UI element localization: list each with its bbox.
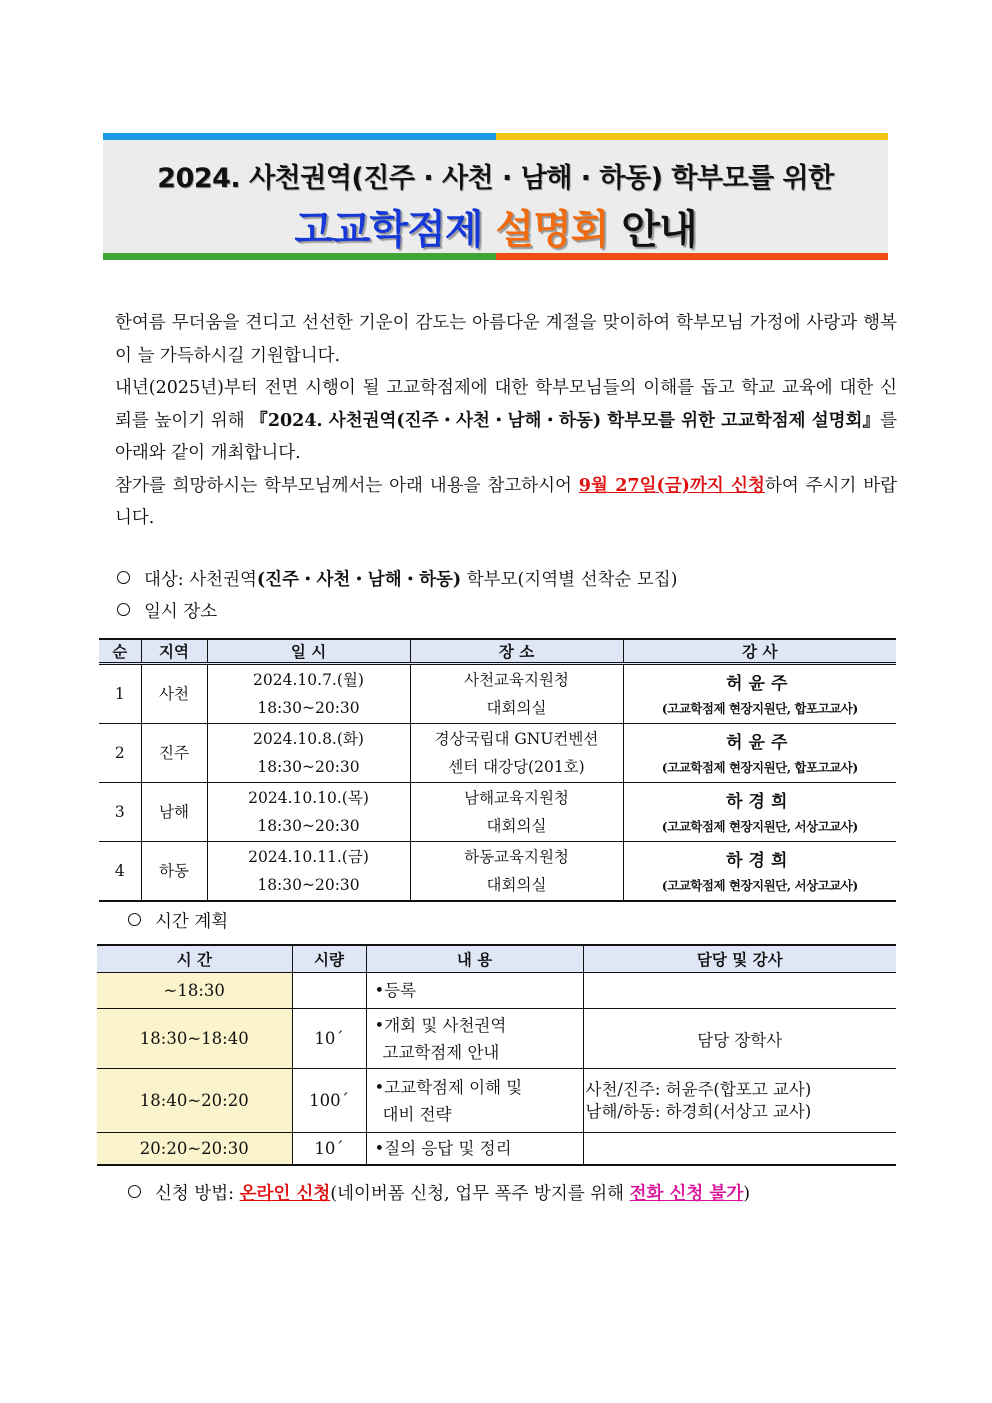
- circle-bullet-icon: [117, 571, 130, 584]
- title-notice: 안내: [621, 207, 697, 253]
- table-row: ~18:30 •등록: [97, 973, 896, 1009]
- target-line: 대상: 사천권역(진주・사천・남해・하동) 학부모(지역별 선착순 모집): [117, 566, 678, 591]
- schedule-heading: 일시 장소: [117, 598, 217, 623]
- title-line2: [103, 198, 888, 255]
- no-phone-text: 전화 신청 불가: [629, 1184, 744, 1204]
- intro-apply: 참가를 희망하시는 학부모님께서는 아래 내용을 참고하시어 9월 27일(금)까지 신청하여 주시기 바랍니다.: [115, 475, 898, 528]
- table-row: 1 사천 2024.10.7.(월) 18:30~20:30 사천교육지원청 대회의실 허윤주 (고교학점제 현장지원단, 합포고교사): [99, 664, 896, 724]
- circle-bullet-icon: [128, 913, 141, 926]
- circle-bullet-icon: [128, 1185, 141, 1198]
- banner-top-bar-blue: [103, 133, 496, 140]
- table-row: 2 진주 2024.10.8.(화) 18:30~20:30 경상국립대 GNU컨벤션 센터 대강당(201호) 허윤주 (고교학점제 현장지원단, 합포고교사): [99, 724, 896, 783]
- deadline-text: 9월 27일(금)까지 신청: [578, 475, 765, 496]
- circle-bullet-icon: [117, 603, 130, 616]
- event-full-title: 『2024. 사천권역(진주・사천・남해・하동) 학부모를 위한 고교학점제 설명회』: [250, 410, 881, 431]
- intro-text: [115, 307, 897, 535]
- title-highschool-credit: 고교학점제: [294, 207, 483, 253]
- table-row: 18:30~18:40 10´ •개회 및 사천권역 고교학점제 안내 담당 장학사: [97, 1009, 896, 1069]
- intro-purpose: 내년(2025년)부터 전면 시행이 될 고교학점제에 대한 학부모님들의 이해를 돕고 학교 교육에 대한 신뢰를 높이기 위해 『2024. 사천권역(진주・사천・남해・하동) 학부모를 위한 고교학점제 설명회』를 아래와 같이 개최합니다.: [115, 378, 897, 463]
- timeplan-table: [97, 944, 896, 1166]
- table-row: 4 하동 2024.10.11.(금) 18:30~20:30 하동교육지원청 대회의실 하경희 (고교학점제 현장지원단, 서상고교사): [99, 842, 896, 902]
- apply-method-line: 신청 방법: 온라인 신청(네이버폼 신청, 업무 폭주 방지를 위해 전화 신청 불가): [128, 1180, 750, 1205]
- table-row: 20:20~20:30 10´ •질의 응답 및 정리: [97, 1133, 896, 1165]
- online-apply-text: 온라인 신청: [239, 1184, 331, 1204]
- table-row: 3 남해 2024.10.10.(목) 18:30~20:30 남해교육지원청 대회의실 하경희 (고교학점제 현장지원단, 서상고교사): [99, 783, 896, 842]
- timeplan-heading: 시간 계획: [128, 908, 228, 933]
- table-header-row: 순 지역 일 시 장 소 강 사: [99, 639, 896, 664]
- title-briefing: 설명회: [495, 207, 609, 253]
- schedule-table: [99, 638, 896, 902]
- table-header-row: 시 간 시량 내 용 담당 및 강사: [97, 945, 896, 973]
- intro-greeting: 한여름 무더움을 견디고 선선한 기운이 감도는 아름다운 계절을 맞이하여 학부모님 가정에 사랑과 행복이 늘 가득하시길 기원합니다.: [115, 313, 897, 366]
- banner-top-bar-yellow: [496, 133, 888, 140]
- table-row: 18:40~20:20 100´ •고교학점제 이해 및 대비 전략 사천/진주: 허윤주(합포고 교사) 남해/하동: 하경희(서상고 교사): [97, 1069, 896, 1133]
- title-line1: 2024. 사천권역(진주 · 사천 · 남해 · 하동) 학부모를 위한: [157, 163, 834, 194]
